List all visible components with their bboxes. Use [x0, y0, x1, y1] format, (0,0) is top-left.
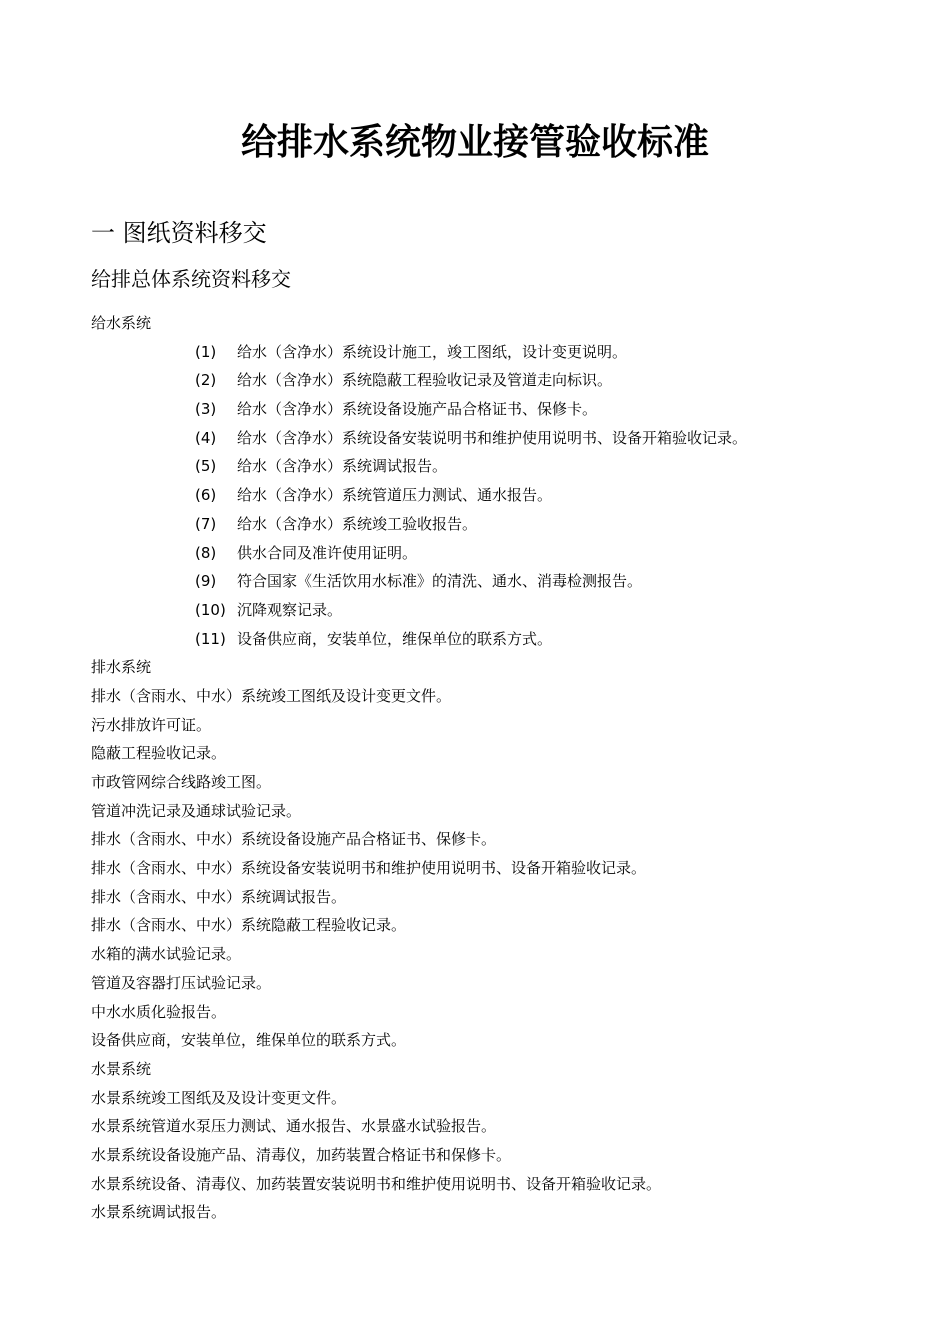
drainage-item: 中水水质化验报告。	[91, 1002, 227, 1021]
item-text: 设备供应商，安装单位，维保单位的联系方式。	[237, 629, 553, 648]
item-number: (9)	[195, 572, 217, 591]
item-text: 给水（含净水）系统调试报告。	[237, 457, 448, 476]
water-supply-item	[91, 625, 911, 654]
drainage-item: 市政管网综合线路竣工图。	[91, 773, 272, 791]
drainage-item: 排水（含雨水、中水）系统调试报告。	[91, 887, 347, 906]
item-number: (11)	[195, 629, 226, 648]
waterscape-item: 水景系统管道水泵压力测试、通水报告、水景盛水试验报告。	[91, 1117, 497, 1136]
item-number: (3)	[195, 400, 217, 419]
water-supply-item	[91, 452, 911, 481]
water-supply-list	[91, 338, 911, 654]
water-supply-item	[91, 424, 911, 453]
item-text: 给水（含净水）系统管道压力测试、通水报告。	[237, 486, 553, 505]
item-text: 沉降观察记录。	[237, 600, 343, 619]
waterscape-item: 水景系统竣工图纸及及设计变更文件。	[91, 1088, 347, 1107]
water-supply-heading: 给水系统	[91, 314, 152, 332]
drainage-item: 水箱的满水试验记录。	[91, 945, 242, 964]
subsection-heading-handover: 给排总体系统资料移交	[91, 267, 291, 291]
drainage-item: 隐蔽工程验收记录。	[91, 744, 227, 763]
content-block	[91, 309, 911, 1227]
water-supply-item	[91, 539, 911, 568]
drainage-item: 设备供应商，安装单位，维保单位的联系方式。	[91, 1031, 407, 1050]
waterscape-item: 水景系统调试报告。	[91, 1203, 227, 1222]
water-supply-item	[91, 596, 911, 625]
water-supply-item	[91, 366, 911, 395]
drainage-item: 管道冲洗记录及通球试验记录。	[91, 801, 302, 820]
document-title: 给排水系统物业接管验收标准	[240, 122, 709, 163]
water-supply-item	[91, 510, 911, 539]
item-number: (6)	[195, 486, 217, 505]
waterscape-heading: 水景系统	[91, 1059, 152, 1078]
item-number: (10)	[195, 600, 226, 619]
waterscape-item: 水景系统设备、清毒仪、加药装置安装说明书和维护使用说明书、设备开箱验收记录。	[91, 1174, 662, 1193]
water-supply-item	[91, 395, 911, 424]
water-supply-item	[91, 481, 911, 510]
drainage-item: 排水（含雨水、中水）系统设备设施产品合格证书、保修卡。	[91, 830, 497, 849]
item-number: (2)	[195, 371, 217, 390]
drainage-item: 管道及容器打压试验记录。	[91, 973, 272, 992]
water-supply-item	[91, 567, 911, 596]
item-text: 给水（含净水）系统设计施工，竣工图纸，设计变更说明。	[237, 342, 628, 361]
drainage-item: 排水（含雨水、中水）系统设备安装说明书和维护使用说明书、设备开箱验收记录。	[91, 859, 647, 878]
item-number: (5)	[195, 457, 217, 476]
item-text: 给水（含净水）系统隐蔽工程验收记录及管道走向标识。	[237, 371, 613, 390]
section-heading-drawings: 一 图纸资料移交	[91, 219, 267, 247]
waterscape-list	[91, 1084, 911, 1227]
item-number: (1)	[195, 342, 217, 361]
drainage-list	[91, 682, 911, 1055]
waterscape-item: 水景系统设备设施产品、清毒仪，加药装置合格证书和保修卡。	[91, 1145, 512, 1164]
item-text: 符合国家《生活饮用水标准》的清洗、通水、消毒检测报告。	[237, 572, 643, 591]
item-text: 给水（含净水）系统设备安装说明书和维护使用说明书、设备开箱验收记录。	[237, 428, 748, 447]
drainage-heading: 排水系统	[91, 658, 152, 677]
item-text: 给水（含净水）系统竣工验收报告。	[237, 514, 478, 533]
drainage-item: 污水排放许可证。	[91, 715, 212, 734]
item-text: 给水（含净水）系统设备设施产品合格证书、保修卡。	[237, 400, 598, 419]
item-number: (7)	[195, 514, 217, 533]
water-supply-item	[91, 338, 911, 367]
item-number: (4)	[195, 428, 217, 447]
drainage-item: 排水（含雨水、中水）系统隐蔽工程验收记录。	[91, 916, 407, 935]
item-number: (8)	[195, 543, 217, 562]
drainage-item: 排水（含雨水、中水）系统竣工图纸及设计变更文件。	[91, 686, 452, 705]
item-text: 供水合同及准许使用证明。	[237, 543, 418, 562]
